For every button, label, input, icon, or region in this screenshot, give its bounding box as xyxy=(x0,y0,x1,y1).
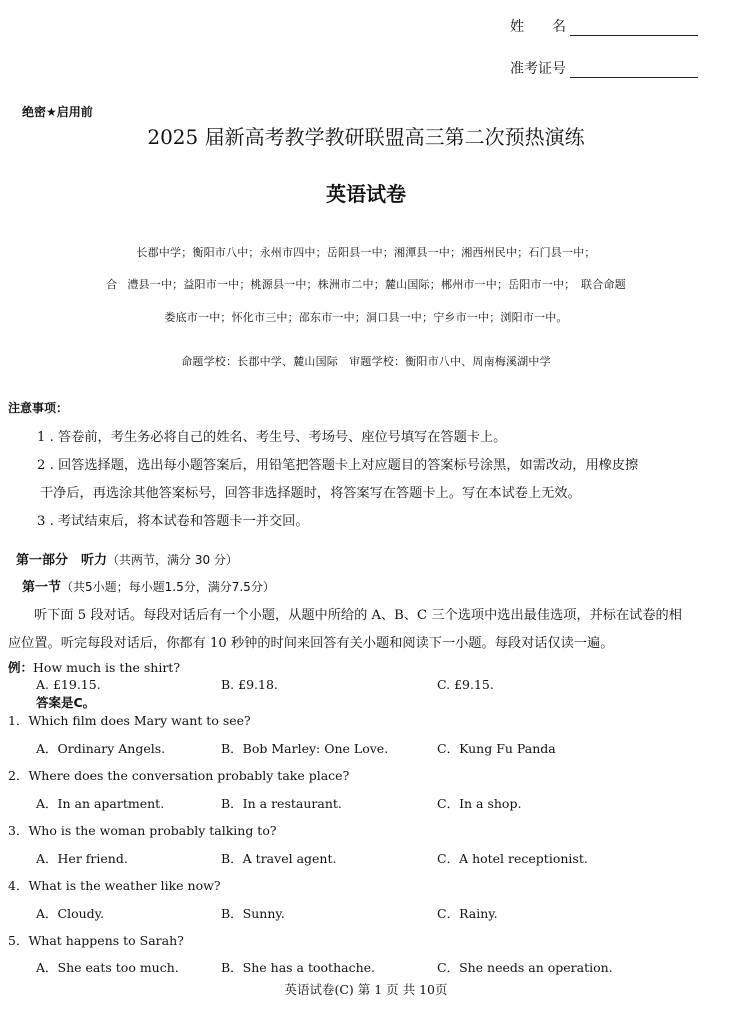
name-underline[interactable] xyxy=(570,19,698,36)
question-4 xyxy=(8,876,221,894)
name-label: 姓 名 xyxy=(510,19,566,35)
page-footer: 英语试卷(C) 第 1 页 共 10页 xyxy=(284,982,448,997)
question-text: Where does the conversation probably take place? xyxy=(28,768,350,783)
q1-option-a[interactable]: A．Ordinary Angels. xyxy=(36,741,166,756)
exam-id-underline[interactable] xyxy=(570,61,698,78)
subject-title: 英语试卷 xyxy=(326,182,406,206)
question-2 xyxy=(8,766,349,784)
authors-line: 命题学校：长郡中学、麓山国际 审题学校：衡阳市八中、周南梅溪湖中学 xyxy=(181,355,551,368)
schools-prefix: 合 xyxy=(106,278,118,291)
question-text: Who is the woman probably talking to? xyxy=(28,823,277,838)
question-number: 4． xyxy=(8,878,29,893)
part1-title xyxy=(16,549,238,568)
q1-option-b[interactable]: B．Bob Marley: One Love. xyxy=(221,741,389,756)
notice-item-2b: 干净后，再选涂其他答案标号，回答非选择题时，将答案写在答题卡上。写在本试卷上无效。 xyxy=(40,486,581,501)
notice-item-3: 3 . 考试结束后，将本试卷和答题卡一并交回。 xyxy=(37,514,309,529)
example-option-b: B. £9.18. xyxy=(221,677,278,692)
question-number: 3． xyxy=(8,823,29,838)
example-option-a: A. £19.15. xyxy=(36,677,101,692)
notice-item-1: 1 . 答卷前，考生务必将自己的姓名、考生号、考场号、座位号填写在答题卡上。 xyxy=(37,430,507,445)
q3-option-c[interactable]: C．A hotel receptionist. xyxy=(437,851,588,866)
instruction-line-2: 应位置。听完每段对话后，你都有 10 秒钟的时间来回答有关小题和阅读下一小题。每段对话仅读一遍。 xyxy=(8,636,614,651)
example-answer: 答案是C。 xyxy=(36,695,96,710)
exam-title: 2025 届新高考教学教研联盟高三第二次预热演练 xyxy=(147,125,585,149)
q3-option-a[interactable]: A．Her friend. xyxy=(36,851,128,866)
question-1 xyxy=(8,711,251,729)
example-question xyxy=(8,658,180,676)
q5-option-c[interactable]: C．She needs an operation. xyxy=(437,960,613,975)
question-text: What is the weather like now? xyxy=(28,878,221,893)
question-text: What happens to Sarah? xyxy=(28,933,184,948)
question-5 xyxy=(8,931,184,949)
q1-option-c[interactable]: C．Kung Fu Panda xyxy=(437,741,556,756)
question-text: Which film does Mary want to see? xyxy=(28,713,251,728)
instruction-line-1: 听下面 5 段对话。每段对话后有一个小题，从题中所给的 A、B、C 三个选项中选出最佳选项，并标在试卷的相 xyxy=(34,608,682,623)
q4-option-a[interactable]: A．Cloudy. xyxy=(36,906,105,921)
question-number: 5． xyxy=(8,933,29,948)
notice-heading: 注意事项： xyxy=(8,401,69,415)
schools-line-2 xyxy=(0,276,732,292)
part1-title-note: （共两节，满分 30 分） xyxy=(107,553,238,567)
notice-item-2a: 2 . 回答选择题，选出每小题答案后，用铅笔把答题卡上对应题目的答案标号涂黑，如需改动，用橡皮擦 xyxy=(37,458,639,473)
q5-option-b[interactable]: B．She has a toothache. xyxy=(221,960,376,975)
q5-option-a[interactable]: A．She eats too much. xyxy=(36,960,179,975)
q4-option-b[interactable]: B．Sunny. xyxy=(221,906,285,921)
question-number: 1． xyxy=(8,713,29,728)
section1-title-text: 第一节 xyxy=(22,580,62,595)
exam-id-field[interactable] xyxy=(510,58,698,78)
schools-line-3: 娄底市一中；怀化市三中；邵东市一中；洞口县一中；宁乡市一中；浏阳市一中。 xyxy=(164,311,568,324)
exam-id-label: 准考证号 xyxy=(510,61,566,77)
question-number: 2． xyxy=(8,768,29,783)
schools-line-1: 长郡中学；衡阳市八中；永州市四中；岳阳县一中；湘潭县一中；湘西州民中；石门县一中； xyxy=(136,246,596,259)
schools-line-2-text: 澧县一中；益阳市一中；桃源县一中；株洲市二中；麓山国际；郴州市一中；岳阳市一中； 联合命题 xyxy=(127,278,626,291)
q2-option-a[interactable]: A．In an apartment. xyxy=(36,796,165,811)
question-3 xyxy=(8,821,277,839)
section1-title xyxy=(22,576,275,595)
secret-label: 绝密★启用前 xyxy=(22,105,93,119)
example-option-c: C. £9.15. xyxy=(437,677,494,692)
q4-option-c[interactable]: C．Rainy. xyxy=(437,906,498,921)
q3-option-b[interactable]: B．A travel agent. xyxy=(221,851,337,866)
part1-title-text: 第一部分 听力 xyxy=(16,553,108,568)
example-label: 例： xyxy=(8,660,34,675)
name-field[interactable] xyxy=(510,16,698,36)
q2-option-b[interactable]: B．In a restaurant. xyxy=(221,796,342,811)
example-question-text: How much is the shirt? xyxy=(33,660,181,675)
section1-title-note: （共5小题；每小题1.5分，满分7.5分） xyxy=(61,580,275,594)
q2-option-c[interactable]: C．In a shop. xyxy=(437,796,522,811)
